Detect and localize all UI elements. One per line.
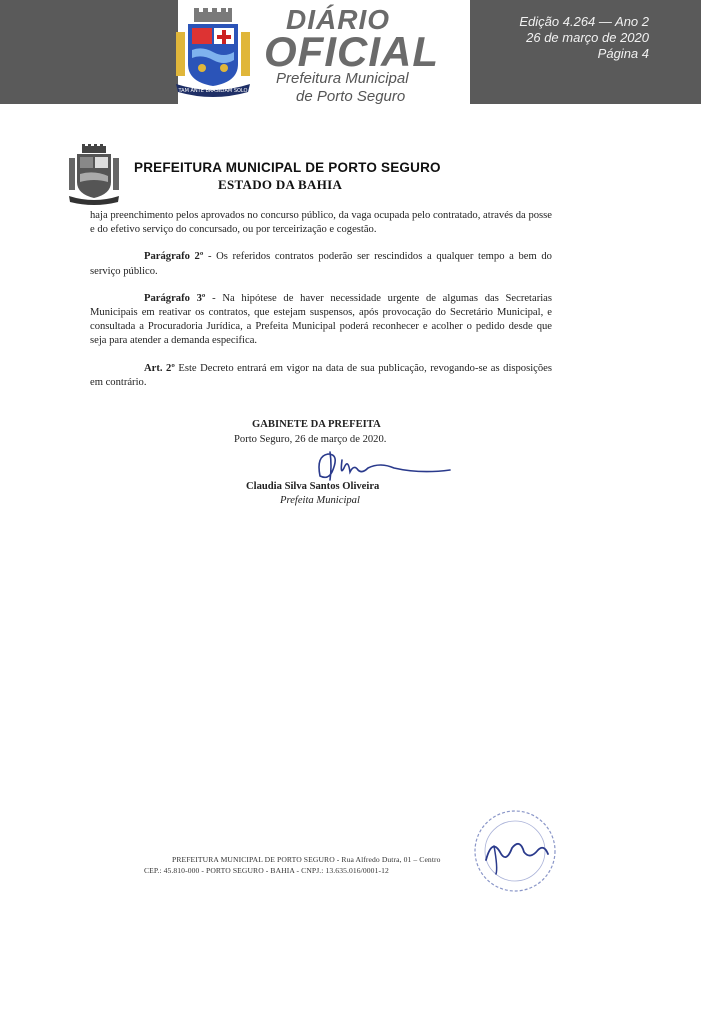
signatory-name: Claudia Silva Santos Oliveira [246, 481, 380, 492]
footer-address: PREFEITURA MUNICIPAL DE PORTO SEGURO - Rua Alfredo Dutra, 01 – Centro [172, 855, 441, 864]
page-number: Página 4 [597, 46, 649, 61]
continuation-paragraph: haja preenchimento pelos aprovados no concurso público, da vaga ocupada pelo contratado, através da posse e do efetivo serviço do concursado, ou por terceirização e cogestão. [90, 210, 552, 236]
document-org-name: PREFEITURA MUNICIPAL DE PORTO SEGURO [134, 160, 441, 175]
official-round-stamp-icon [472, 808, 558, 894]
paragraph-2-label: Parágrafo 2º [144, 251, 204, 263]
masthead-title-oficial: OFICIAL [264, 28, 439, 75]
edition-number: Edição 4.264 — Ano 2 [519, 14, 649, 29]
decree-body [90, 209, 552, 390]
crest-motto: TAM ANTE BRASILIAM SOLO [178, 88, 248, 94]
masthead-subtitle-city: de Porto Seguro [296, 88, 406, 105]
edition-info [519, 14, 649, 62]
masthead [0, 0, 701, 104]
paragraph-3-label: Parágrafo 3º [144, 292, 206, 304]
paragraph-2 [90, 250, 552, 278]
article-2 [90, 362, 552, 390]
paragraph-3-text: - Na hipótese de haver necessidade urgente de algumas das Secretarias Municipais em reativar os contratos, que estejam suspensos, após provocação do Secretário Municipal, e consultada a Procuradoria Jurídica, a Prefeita Municipal poderá reconhecer e acolher o pedido desde que seja para atender a demanda especifica. [90, 292, 552, 347]
paragraph-2-text: - Os referidos contratos poderão ser rescindidos a qualquer tempo a bem do serviço público. [90, 251, 552, 277]
municipal-coat-of-arms-icon [172, 6, 254, 98]
article-2-text: Este Decreto entrará em vigor na data de sua publicação, revogando-se as disposições em contrário. [90, 362, 552, 388]
document-crest-icon [66, 144, 122, 206]
office-title: GABINETE DA PREFEITA [252, 419, 381, 430]
signatory-role: Prefeita Municipal [280, 495, 360, 506]
masthead-title-diario: DIÁRIO [286, 4, 390, 35]
masthead-subtitle: Prefeitura Municipal [276, 70, 409, 87]
handwritten-signature-icon [310, 446, 460, 486]
paragraph-3 [90, 292, 552, 349]
footer-registration: CEP.: 45.810-000 - PORTO SEGURO - BAHIA - CNPJ.: 13.635.016/0001-12 [144, 866, 389, 875]
article-2-label: Art. 2º [144, 362, 175, 374]
masthead-band-left [0, 0, 178, 104]
place-date: Porto Seguro, 26 de março de 2020. [234, 434, 387, 445]
document-state: ESTADO DA BAHIA [218, 177, 343, 192]
edition-date: 26 de março de 2020 [526, 30, 649, 45]
